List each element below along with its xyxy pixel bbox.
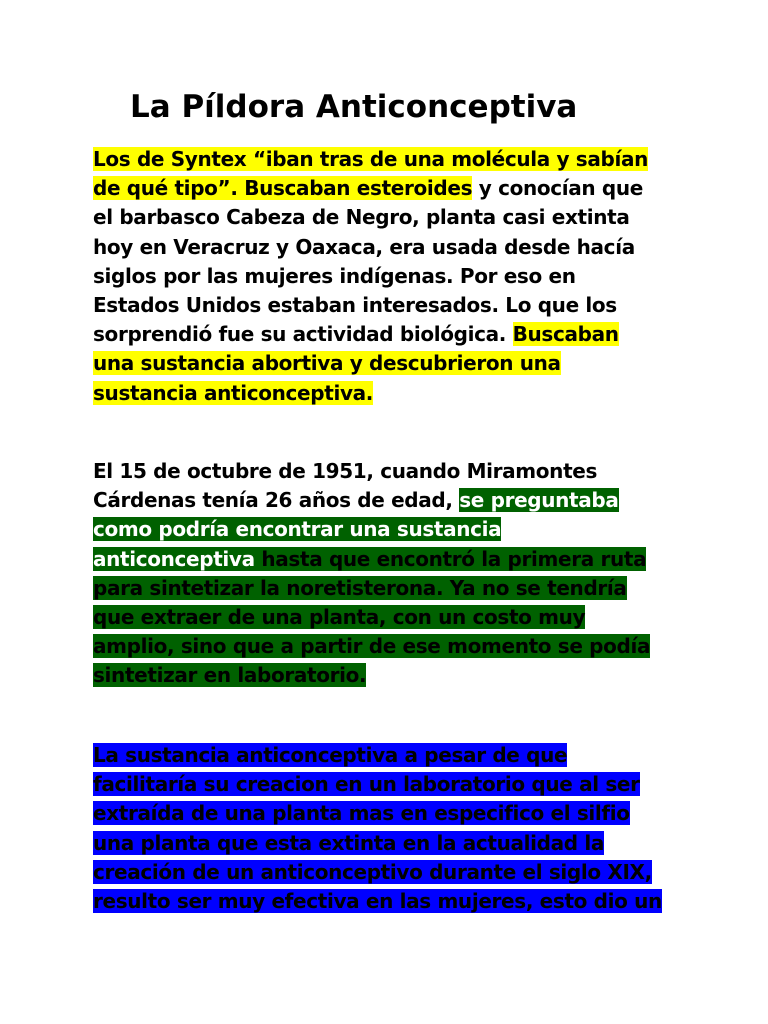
body-text: sorprendió fue su actividad biológica.: [93, 322, 513, 347]
text-line: [93, 291, 648, 320]
body-text: Cárdenas tenía 26 años de edad,: [93, 488, 460, 513]
highlighted-text: sustancia anticonceptiva.: [93, 380, 374, 405]
body-text: el barbasco Cabeza de Negro, planta casi extinta: [93, 205, 630, 230]
highlighted-text: una sustancia abortiva y descubrieron una: [93, 351, 561, 376]
body-text: hoy en Veracruz y Oaxaca, era usada desde hacía: [93, 234, 635, 259]
highlighted-text: para sintetizar la noretisterona. Ya no se tendría: [93, 575, 627, 600]
highlighted-text: extraída de una planta mas en especifico el silfio: [93, 801, 630, 826]
text-line: [93, 320, 648, 349]
text-line: [93, 349, 648, 378]
highlighted-text: sintetizar en laboratorio.: [93, 663, 367, 688]
text-line: [93, 379, 648, 408]
highlighted-text: una planta que esta extinta en la actualidad la: [93, 830, 605, 855]
text-line: [93, 486, 650, 515]
highlighted-text: La sustancia anticonceptiva a pesar de que: [93, 743, 568, 767]
text-line: [93, 145, 648, 174]
body-text: y conocían que: [472, 176, 643, 201]
text-line: [93, 174, 648, 203]
text-line: [93, 545, 650, 574]
text-line: [93, 741, 662, 770]
text-line: [93, 262, 648, 291]
paragraph-silfio: [93, 741, 662, 916]
highlighted-text: creación de un anticonceptivo durante el siglo XIX,: [93, 859, 652, 884]
text-line: [93, 515, 650, 544]
body-text: Estados Unidos estaban interesados. Lo que los: [93, 292, 617, 317]
text-line: [93, 457, 650, 486]
text-line: [93, 603, 650, 632]
text-line: [93, 233, 648, 262]
text-line: [93, 858, 662, 887]
highlighted-text: amplio, sino que a partir de ese momento se podía: [93, 634, 651, 659]
highlighted-text: de qué tipo”. Buscaban esteroides: [93, 176, 473, 201]
paragraph-syntex: [93, 145, 648, 408]
text-line: [93, 770, 662, 799]
document-title: La Píldora Anticonceptiva: [130, 89, 578, 125]
highlighted-text: hasta que encontró la primera ruta: [254, 546, 647, 571]
highlighted-text: anticonceptiva: [93, 546, 255, 571]
highlighted-text: resulto ser muy efectiva en las mujeres, esto dio un: [93, 888, 662, 913]
text-line: [93, 887, 662, 916]
text-line: [93, 829, 662, 858]
text-line: [93, 799, 662, 828]
text-line: [93, 574, 650, 603]
highlighted-text: como podría encontrar una sustancia: [93, 517, 502, 542]
body-text: siglos por las mujeres indígenas. Por eso en: [93, 263, 576, 288]
text-line: [93, 661, 650, 690]
text-line: [93, 632, 650, 661]
highlighted-text: Buscaban: [512, 322, 619, 347]
highlighted-text: se preguntaba: [459, 488, 619, 513]
highlighted-text: facilitaría su creacion en un laboratorio que al ser: [93, 772, 640, 797]
paragraph-miramontes: [93, 457, 650, 691]
body-text: El 15 de octubre de 1951, cuando Miramontes: [93, 459, 598, 483]
text-line: [93, 203, 648, 232]
highlighted-text: Los de Syntex “iban tras de una molécula y sabían: [93, 147, 649, 171]
highlighted-text: que extraer de una planta, con un costo muy: [93, 604, 586, 629]
